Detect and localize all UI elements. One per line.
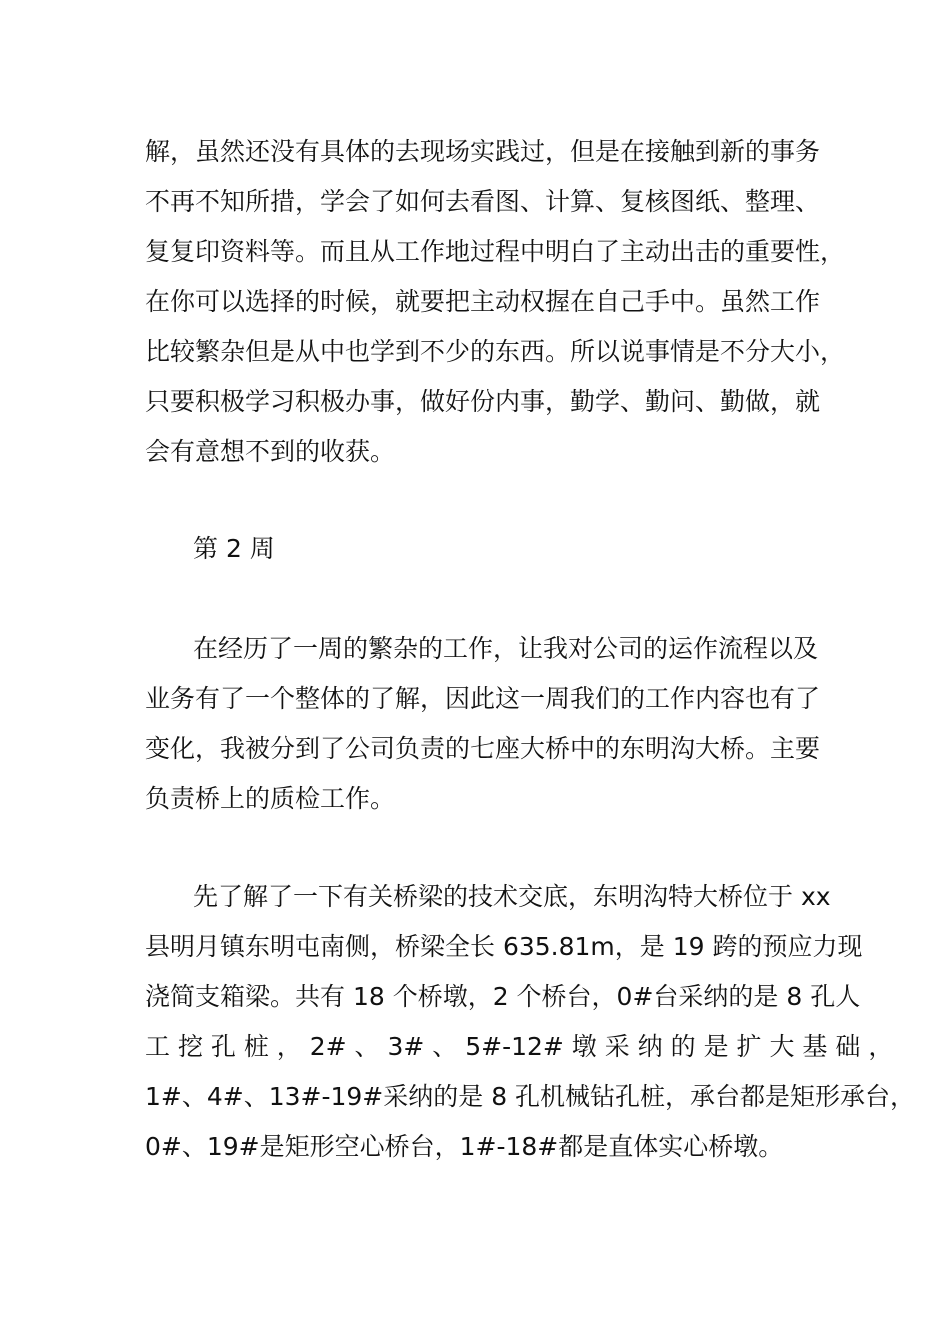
paragraph-line: 0#、19#是矩形空心桥台，1#-18#都是直体实心桥墩。 bbox=[145, 1132, 784, 1161]
paragraph-line: 解，虽然还没有具体的去现场实践过，但是在接触到新的事务 bbox=[145, 137, 821, 166]
paragraph-line: 复复印资料等。而且从工作地过程中明白了主动出击的重要性， bbox=[145, 237, 846, 266]
paragraph-line: 县明月镇东明屯南侧，桥梁全长 635.81m，是 19 跨的预应力现 bbox=[145, 932, 863, 961]
paragraph-1 bbox=[145, 127, 846, 477]
paragraph-line: 比较繁杂但是从中也学到不少的东西。所以说事情是不分大小， bbox=[145, 337, 846, 366]
paragraph-line: 不再不知所措，学会了如何去看图、计算、复核图纸、整理、 bbox=[145, 187, 821, 216]
paragraph-line: 在你可以选择的时候，就要把主动权握在自己手中。虽然工作 bbox=[145, 287, 821, 316]
paragraph-line: 负责桥上的质检工作。 bbox=[145, 784, 396, 813]
paragraph-line: 只要积极学习积极办事，做好份内事，勤学、勤问、勤做，就 bbox=[145, 387, 821, 416]
paragraph-line: 会有意想不到的收获。 bbox=[145, 437, 396, 466]
paragraph-line: 先了解了一下有关桥梁的技术交底，东明沟特大桥位于 xx bbox=[193, 882, 831, 911]
paragraph-2 bbox=[145, 624, 825, 824]
paragraph-line: 1#、4#、13#-19#采纳的是 8 孔机械钻孔桩，承台都是矩形承台， bbox=[145, 1082, 916, 1111]
paragraph-line: 浇简支箱梁。共有 18 个桥墩，2 个桥台，0#台采纳的是 8 孔人 bbox=[145, 982, 861, 1011]
week-2-heading: 第 2 周 bbox=[193, 534, 275, 563]
paragraph-line: 在经历了一周的繁杂的工作，让我对公司的运作流程以及 bbox=[193, 634, 819, 663]
paragraph-line: 变化，我被分到了公司负责的七座大桥中的东明沟大桥。主要 bbox=[145, 734, 821, 763]
paragraph-3 bbox=[145, 872, 916, 1172]
paragraph-line: 业务有了一个整体的了解，因此这一周我们的工作内容也有了 bbox=[145, 684, 821, 713]
paragraph-line: 工 挖 孔 桩 ， 2# 、 3# 、 5#-12# 墩 采 纳 的 是 扩 大 基 础 ， bbox=[145, 1032, 894, 1061]
